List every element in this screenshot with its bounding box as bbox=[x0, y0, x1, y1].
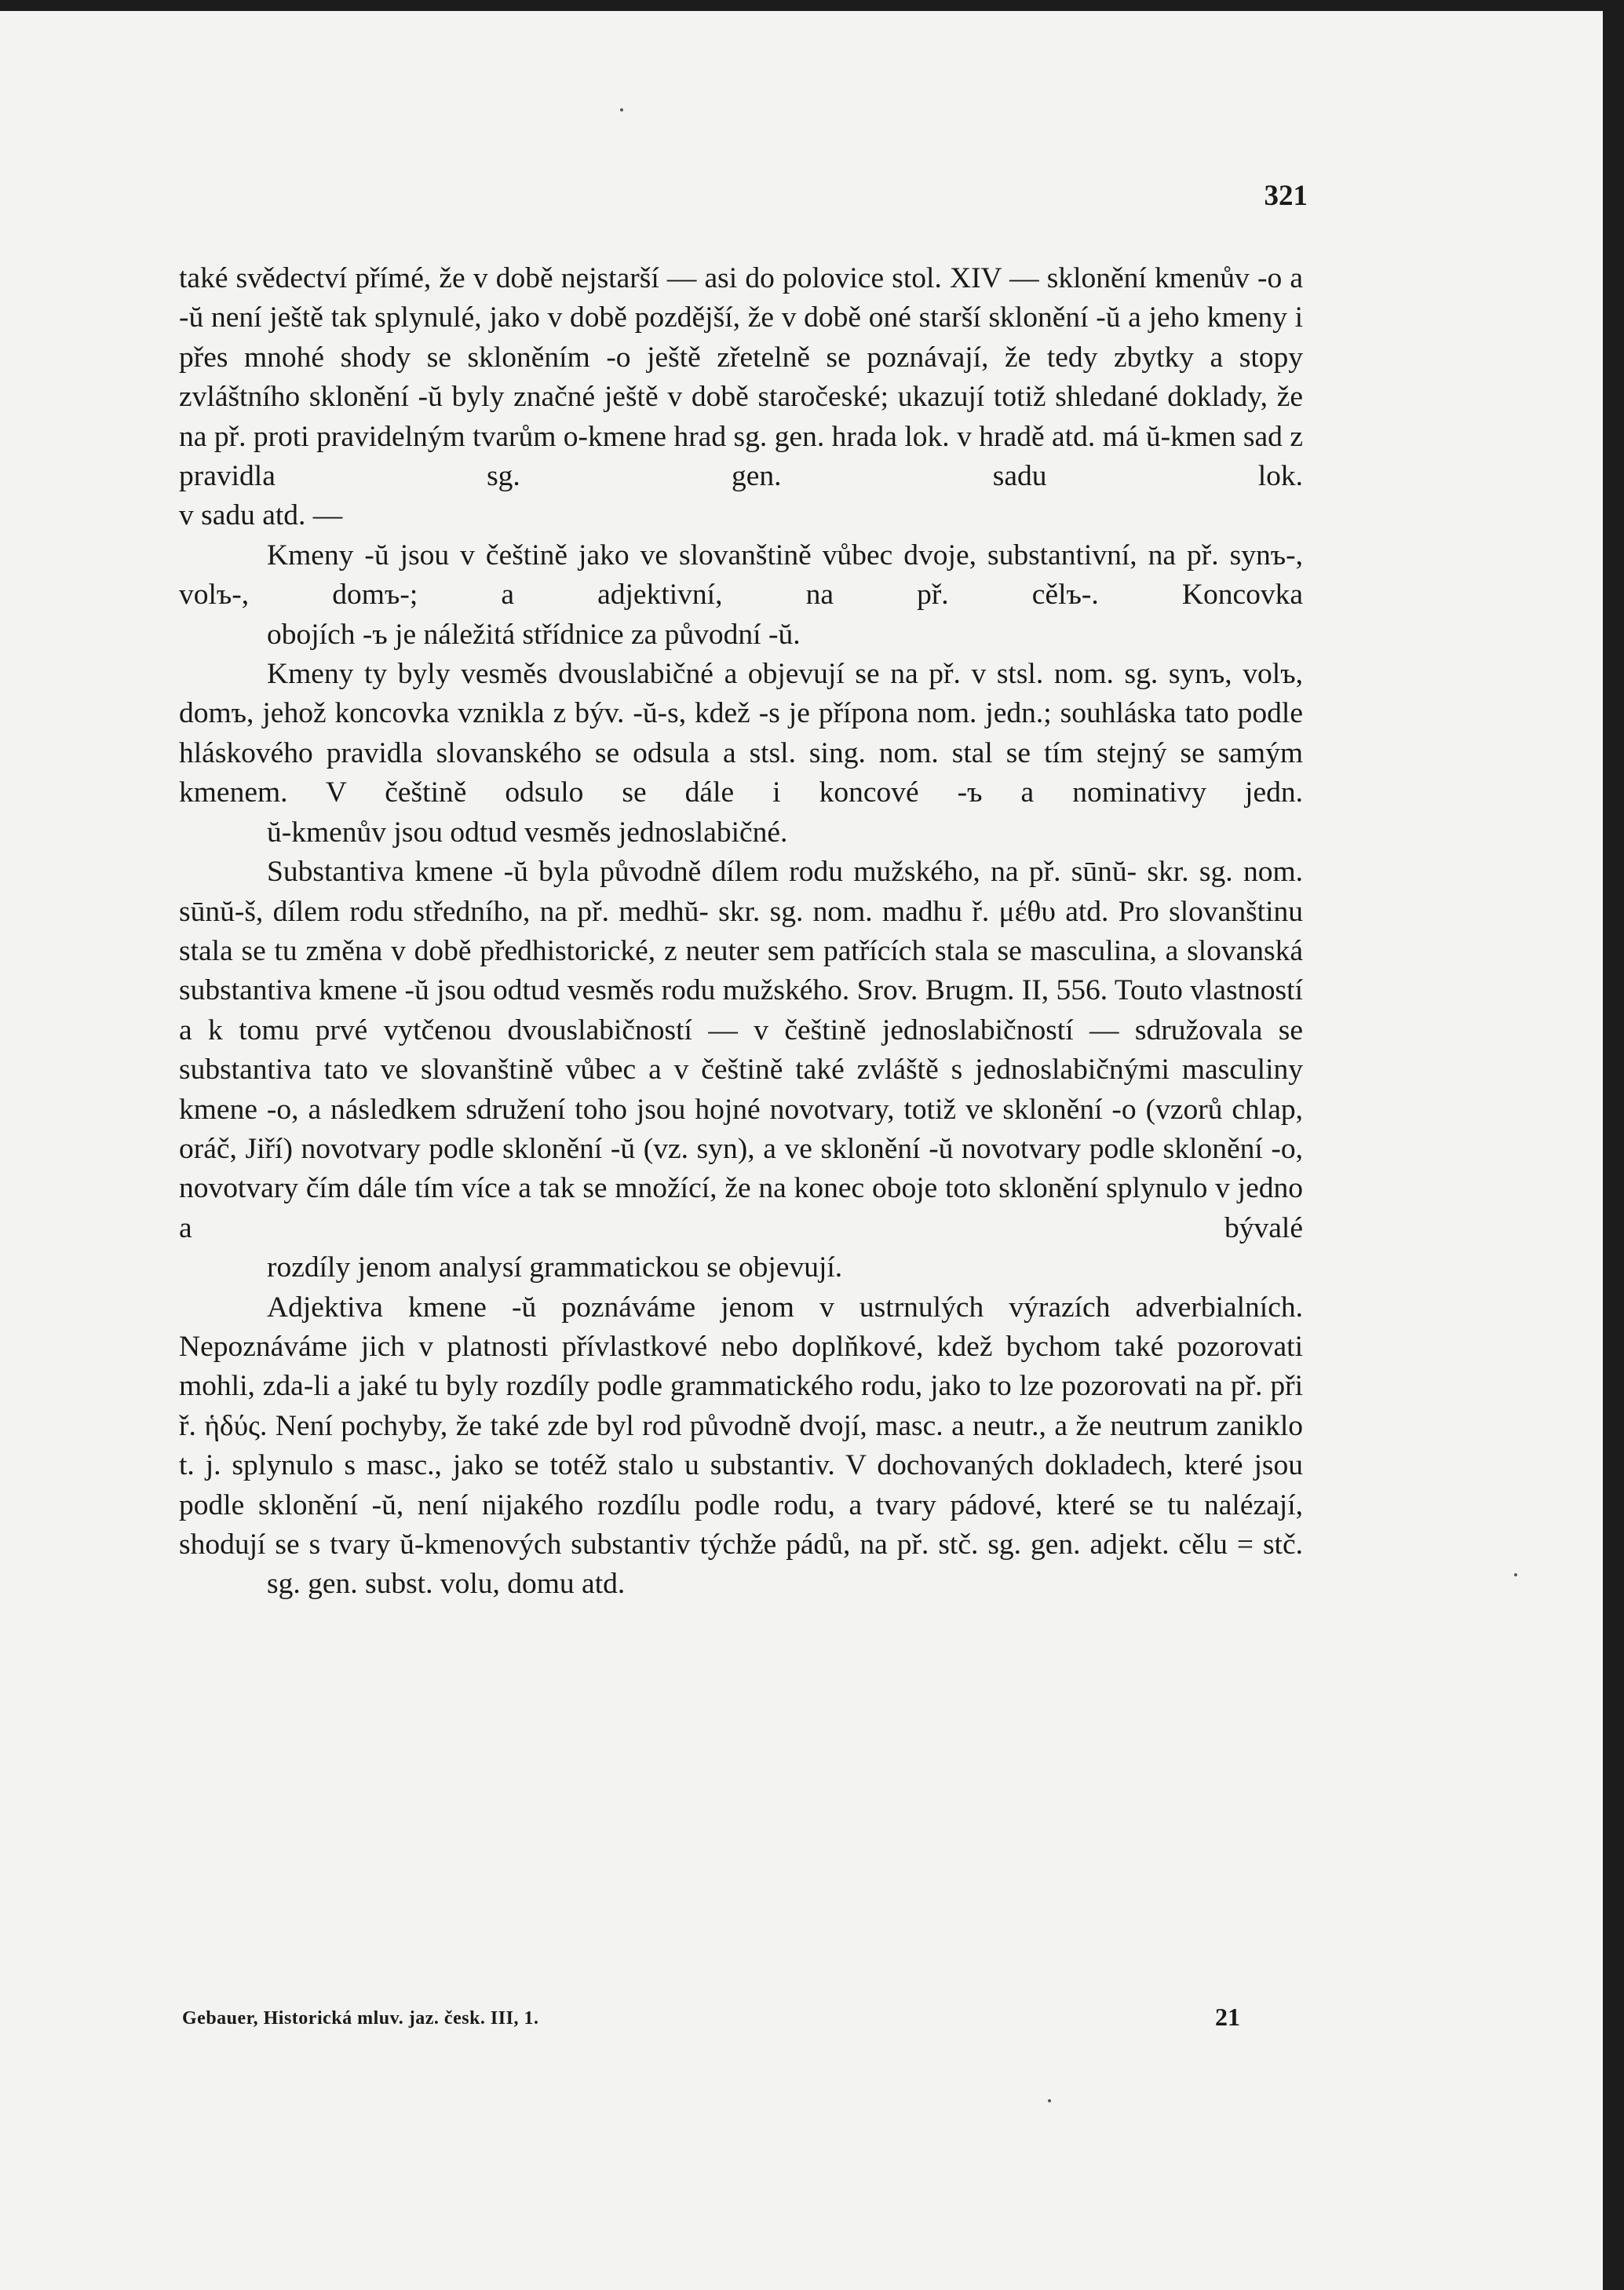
paragraph-4 bbox=[179, 853, 1303, 1287]
paragraph-body: Adjektiva kmene -ŭ poznáváme jenom v ustrnulých výrazích adverbialních. Nepoznáváme jich v platnosti přívlastkové nebo doplňkové, kdež bychom také pozorovati mohli, zda-li a jaké tu byly rozdíly podle grammatického rodu, jako to lze pozorovati na př. při ř. ἡδύς. Není pochyby, že také zde byl rod původně dvojí, masc. a neutr., a že neutrum zaniklo t. j. splynulo s masc., jako se totéž stalo u substantiv. V dochovaných dokladech, které jsou podle sklonění -ŭ, není nijakého rozdílu podle rodu, a tvary pádové, které se tu nalézají, shodují se s tvary ŭ-kmenových substantiv týchže pádů, na př. stč. sg. gen. adjekt. cělu = stč. bbox=[179, 1291, 1303, 1561]
book-page bbox=[0, 11, 1603, 2290]
paragraph-body: Kmeny -ŭ jsou v češtině jako ve slovanštině vůbec dvoje, substantivní, na př. synъ-, volъ-, domъ-; a adjektivní, na př. cělъ-. Koncovka bbox=[179, 539, 1303, 612]
footer-signature: 21 bbox=[1215, 2003, 1240, 2031]
paragraph-5 bbox=[179, 1288, 1303, 1605]
paragraph-body: také svědectví přímé, že v době nejstarší — asi do polovice stol. XIV — sklonění kmenův -o a -ŭ není ještě tak splynulé, jako v době pozdější, že v době oné starší sklonění -ŭ a jeho kmeny i přes mnohé shody se skloněním -o ještě zřetelně se poznávají, že tedy zbytky a stopy zvláštního sklonění -ŭ byly značné ještě v době staročeské; ukazují totiž shledané doklady, že na př. proti pravidelným tvarům o-kmene hrad sg. gen. hrada lok. v hradě atd. má ŭ-kmen sad z pravidla sg. gen. sadu lok. bbox=[179, 262, 1303, 493]
dust-speck bbox=[620, 108, 623, 111]
paragraph-last-line: ŭ-kmenův jsou odtud vesměs jednoslabičné. bbox=[267, 816, 788, 849]
paragraph-last-line: rozdíly jenom analysí grammatickou se objevují. bbox=[267, 1251, 843, 1284]
body-text bbox=[179, 259, 1303, 1605]
paragraph-body: Kmeny ty byly vesměs dvouslabičné a objevují se na př. v stsl. nom. sg. synъ, volъ, domъ, jehož koncovka vznikla z býv. -ŭ-s, kdež -s je přípona nom. jedn.; souhláska tato podle hláskového pravidla slovanského se odsula a stsl. sing. nom. stal se tím stejný se samým kmenem. V češtině odsulo se dále i koncové -ъ a nominativy jedn. bbox=[179, 658, 1303, 809]
paragraph-last-line: obojích -ъ je náležitá střídnice za původní -ŭ. bbox=[267, 618, 801, 651]
dust-speck bbox=[1514, 1573, 1517, 1576]
dust-speck bbox=[1048, 2099, 1051, 2102]
paragraph-2 bbox=[179, 536, 1303, 655]
paragraph-last-line: sg. gen. subst. volu, domu atd. bbox=[267, 1568, 626, 1601]
paragraph-last-line: v sadu atd. — bbox=[179, 499, 343, 532]
footer-citation: Gebauer, Historická mluv. jaz. česk. III, 1. bbox=[182, 2008, 539, 2029]
paragraph-3 bbox=[179, 655, 1303, 853]
paragraph-body: Substantiva kmene -ŭ byla původně dílem rodu mužského, na př. sūnŭ- skr. sg. nom. sūnŭ-š, dílem rodu středního, na př. medhŭ- skr. sg. nom. madhu ř. μέθυ atd. Pro slovanštinu stala se tu změna v době předhistorické, z neuter sem patřících stala se masculina, a slovanská substantiva kmene -ŭ jsou odtud vesměs rodu mužského. Srov. Brugm. II, 556. Touto vlastností a k tomu prvé vytčenou dvouslabičností — v češtině jednoslabičností — sdružovala se substantiva tato ve slovanštině vůbec a v češtině také zvláště s jednoslabičnými masculiny kmene -o, a následkem sdružení toho jsou hojné novotvary, totiž ve sklonění -o (vzorů chlap, oráč, Jiří) novotvary podle sklonění -ŭ (vz. syn), a ve sklonění -ŭ novotvary podle sklonění -o, novotvary čím dále tím více a tak se množící, že na konec oboje toto sklonění splynulo v jedno a bývalé bbox=[179, 856, 1303, 1244]
page-number: 321 bbox=[1264, 180, 1308, 212]
paragraph-1 bbox=[179, 259, 1303, 536]
